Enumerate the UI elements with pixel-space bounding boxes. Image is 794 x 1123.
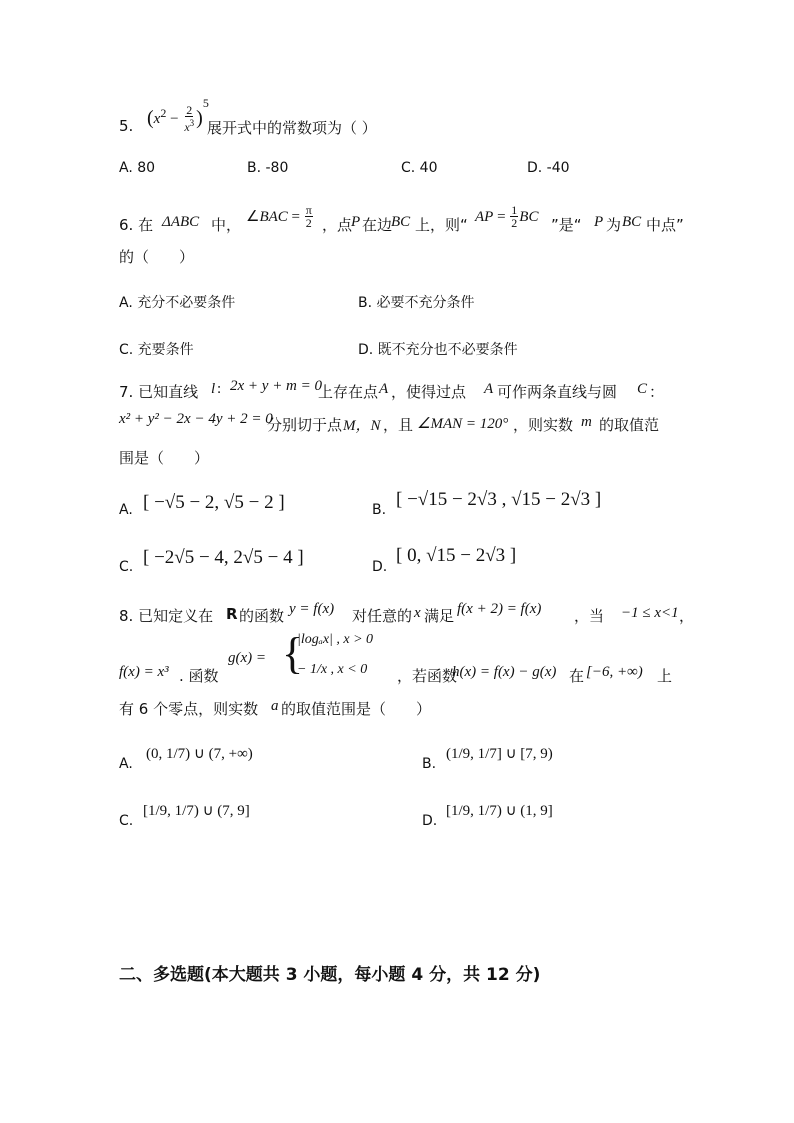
q8-option-c-letter[interactable]: C. — [119, 813, 134, 829]
q7-t1: 上存在点 — [318, 383, 379, 401]
q6-side-bc: BC — [391, 214, 411, 230]
q7-colon2: ： — [649, 383, 665, 401]
q6-t4: 上，则“ — [415, 216, 468, 234]
q7-t2: ，使得过点 — [391, 383, 467, 401]
q7-stem-line2 — [119, 411, 689, 436]
q8-option-b-letter[interactable]: B. — [422, 756, 437, 772]
q7-option-d-letter[interactable]: D. — [372, 559, 388, 575]
q8-g-case1: |logₐx| , x > 0 — [297, 632, 374, 647]
q7-point-a: A — [379, 381, 389, 397]
q5-option-d[interactable]: D. -40 — [527, 160, 570, 176]
q8-f-def: f(x) = x³ — [119, 664, 169, 680]
q7-option-a[interactable]: [ −√5 − 2, √5 − 2 ] — [143, 492, 285, 513]
q7-t6: ，则实数 — [513, 416, 574, 434]
q8-option-a[interactable]: (0, 1/7) ∪ (7, +∞) — [146, 746, 253, 762]
q8-t11: 的取值范围是（ ） — [281, 700, 432, 718]
q7-t7: 的取值范 — [599, 416, 660, 434]
q7-circle-eq: x² + y² − 2x − 4y + 2 = 0 — [119, 411, 273, 427]
q8-stem-line3 — [119, 698, 619, 720]
q6-t3: 在边 — [362, 216, 393, 234]
q8-periodic: f(x + 2) = f(x) — [457, 601, 542, 617]
q6-angle: ∠BAC = $\frac{\pi}{2}$ — [246, 203, 312, 230]
q6-option-c[interactable]: C. 充要条件 — [119, 342, 194, 358]
q8-t6: . 函数 — [179, 667, 219, 685]
q5-option-b[interactable]: B. -80 — [247, 160, 289, 176]
q8-interval: [−6, +∞) — [586, 664, 643, 680]
q8-range: −1 ≤ x<1 — [621, 605, 679, 621]
q6-side-bc2: BC — [622, 214, 642, 230]
q7-stem-line1 — [119, 378, 679, 403]
q8-option-d-letter[interactable]: D. — [422, 813, 438, 829]
q8-function: y = f(x) — [289, 601, 335, 617]
q6-t2: ，点 — [322, 216, 353, 234]
q6-stem-line2: 的（ ） — [119, 248, 195, 266]
q7-point-a2: A — [484, 381, 494, 397]
q6-option-a[interactable]: A. 充分不必要条件 — [119, 295, 236, 311]
q5-text: 展开式中的常数项为（ ） — [207, 119, 377, 137]
q6-number: 6. 在 — [119, 216, 154, 234]
q7-option-c-letter[interactable]: C. — [119, 559, 134, 575]
q6-point-p2: P — [594, 214, 604, 230]
q7-line-name: l — [211, 381, 216, 397]
q7-circle-c: C — [637, 381, 648, 397]
q8-stem-line1 — [119, 601, 695, 627]
q7-option-b[interactable]: [ −√15 − 2√3 , √15 − 2√3 ] — [396, 489, 602, 510]
q5-option-c[interactable]: C. 40 — [401, 160, 438, 176]
q5-option-a[interactable]: A. 80 — [119, 160, 156, 176]
q7-stem-line3: 围是（ ） — [119, 449, 210, 467]
q8-brace: { — [282, 629, 304, 678]
q7-colon: : — [217, 381, 222, 397]
q7-option-d[interactable]: [ 0, √15 − 2√3 ] — [396, 545, 517, 566]
q6-t5: ”是“ — [551, 216, 582, 234]
q8-reals: R — [226, 605, 238, 623]
q8-g: g(x) = — [228, 650, 267, 666]
q6-option-d[interactable]: D. 既不充分也不必要条件 — [358, 342, 518, 358]
q8-var-x: x — [414, 605, 421, 621]
q6-triangle: ΔABC — [162, 214, 200, 230]
q8-h: h(x) = f(x) − g(x) — [452, 664, 557, 680]
q8-t9: 上 — [657, 667, 673, 685]
q7-line-eq: 2x + y + m = 0 — [230, 378, 323, 394]
q7-angle: ∠MAN = 120° — [417, 416, 509, 432]
q6-t1: 中， — [211, 216, 242, 234]
q8-g-case2: − 1/x , x < 0 — [297, 662, 368, 677]
q8-t10: 有 6 个零点，则实数 — [119, 700, 259, 718]
q8-option-b[interactable]: (1/9, 1/7] ∪ [7, 9) — [446, 746, 553, 762]
q5-expression: ($x^2$ − $\frac{2}{x^3}$ )$^5$ — [147, 96, 209, 134]
q7-option-c[interactable]: [ −2√5 − 4, 2√5 − 4 ] — [143, 547, 304, 568]
q6-t6: 为 — [606, 216, 622, 234]
q6-t7: 中点” — [646, 216, 684, 234]
q7-t3: 可作两条直线与圆 — [497, 383, 618, 401]
q8-t5: ， — [679, 607, 695, 625]
q8-t7: ，若函数 — [397, 667, 458, 685]
q8-option-c[interactable]: [1/9, 1/7) ∪ (7, 9] — [143, 803, 250, 819]
q8-t2: 对任意的 — [352, 607, 413, 625]
q8-t3: 满足 — [424, 607, 455, 625]
q7-var-m: m — [581, 414, 592, 430]
q7-t4: 分别切于点 — [267, 416, 343, 434]
q7-option-b-letter[interactable]: B. — [372, 502, 387, 518]
q8-option-d[interactable]: [1/9, 1/7) ∪ (1, 9] — [446, 803, 553, 819]
q6-option-b[interactable]: B. 必要不充分条件 — [358, 295, 475, 311]
q7-option-a-letter[interactable]: A. — [119, 502, 133, 518]
q5-number: 5. — [119, 117, 134, 135]
q8-t1: 的函数 — [239, 607, 285, 625]
q7-number: 7. 已知直线 — [119, 383, 199, 401]
q7-t5: ，且 — [383, 416, 414, 434]
q6-point-p: P — [351, 214, 361, 230]
section-heading-multiple-choice: 二、多选题(本大题共 3 小题，每小题 4 分，共 12 分) — [119, 965, 541, 985]
q8-t8: 在 — [569, 667, 585, 685]
q8-stem-line2 — [119, 629, 689, 685]
q6-stem-line1 — [119, 204, 719, 238]
q8-t4: ，当 — [574, 607, 605, 625]
q8-option-a-letter[interactable]: A. — [119, 756, 133, 772]
q6-condition: AP = $\frac{1}{2}$ BC — [475, 203, 539, 230]
q7-points-mn: M，N — [343, 418, 381, 434]
q8-number: 8. 已知定义在 — [119, 607, 214, 625]
q8-var-a: a — [271, 698, 279, 714]
